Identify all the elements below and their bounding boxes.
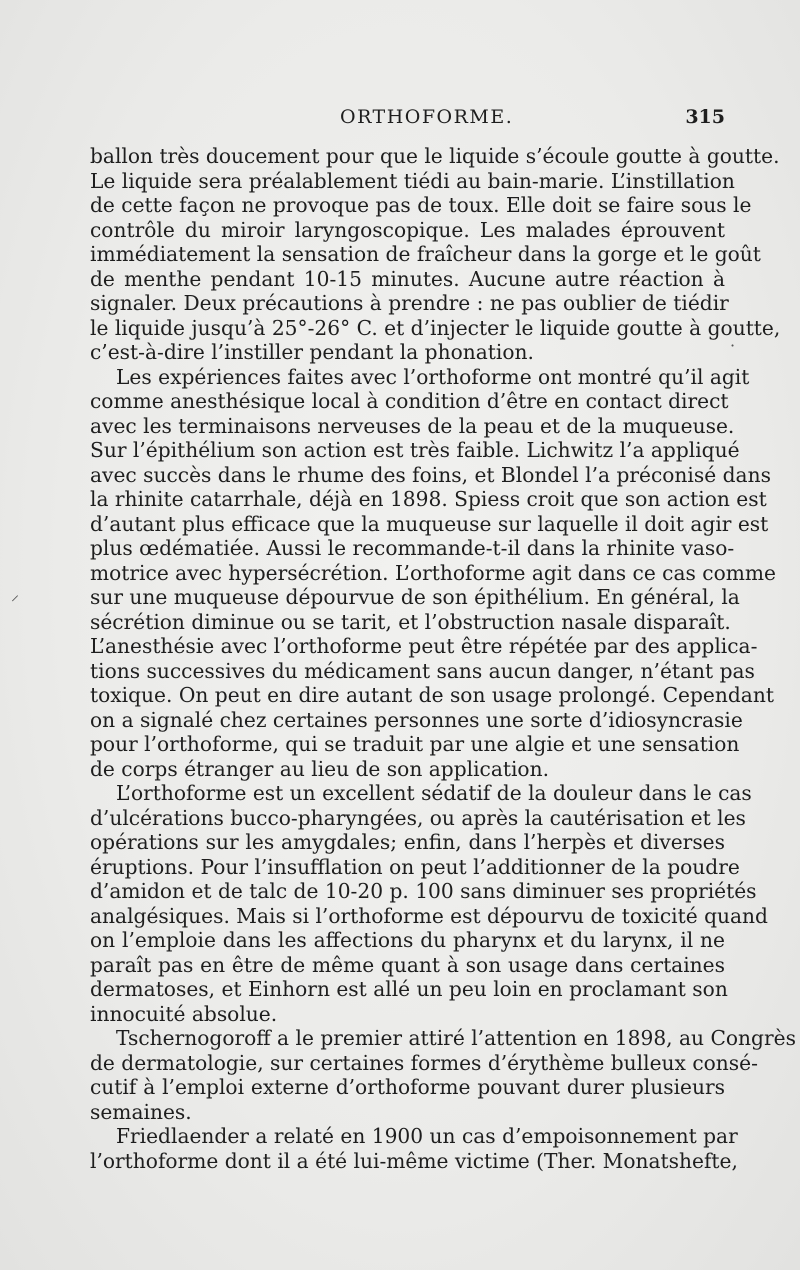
text-line: analgésiques. Mais si l’orthoforme est dépourvu de toxicité quand (90, 903, 768, 928)
page-header (90, 106, 725, 136)
text-line: ballon très doucement pour que le liquide s’écoule goutte à goutte. (90, 144, 780, 168)
text-line: signaler. Deux précautions à prendre : ne pas oublier de tiédir (90, 291, 729, 315)
text-line: le liquide jusqu’à 25°-26° C. et d’injecter le liquide goutte à goutte, (90, 315, 781, 340)
text-line: L’anesthésie avec l’orthoforme peut être répétée par des applica- (90, 634, 758, 658)
text-line: semaines. (90, 1099, 192, 1124)
text-line: de corps étranger au lieu de son application. (90, 756, 550, 781)
text-line: pour l’orthoforme, qui se traduit par une algie et une sensation (90, 732, 740, 756)
text-line: tions successives du médicament sans aucun danger, n’étant pas (90, 658, 755, 683)
text-line: motrice avec hypersécrétion. L’orthoforme agit dans ce cas comme (90, 560, 776, 585)
text-line: toxique. On peut en dire autant de son usage prolongé. Cependant (90, 683, 774, 707)
body-text (90, 144, 796, 1173)
text-line: sécrétion diminue ou se tarit, et l’obstruction nasale disparaît. (90, 609, 731, 634)
text-line: avec les terminaisons nerveuses de la peau et de la muqueuse. (90, 413, 735, 438)
margin-mark: ⸝ (11, 585, 20, 604)
text-line: Le liquide sera préalablement tiédi au bain-marie. L’instillation (90, 168, 735, 193)
text-line: sur une muqueuse dépourvue de son épithélium. En général, la (90, 585, 740, 609)
text-line: avec succès dans le rhume des foins, et Blondel l’a préconisé dans (90, 462, 771, 487)
text-line: Les expériences faites avec l’orthoforme ont montré qu’il agit (116, 364, 750, 389)
text-line: de menthe pendant 10-15 minutes. Aucune autre réaction à (90, 266, 725, 291)
text-line: la rhinite catarrhale, déjà en 1898. Spiess croit que son action est (90, 487, 767, 511)
text-line: Friedlaender a relaté en 1900 un cas d’empoisonnement par (116, 1124, 738, 1148)
text-line: Tschernogoroff a le premier attiré l’attention en 1898, au Congrès (116, 1026, 796, 1050)
text-line: de dermatologie, sur certaines formes d’érythème bulleux consé- (90, 1050, 758, 1075)
text-line: on a signalé chez certaines personnes une sorte d’idiosyncrasie (90, 707, 743, 732)
text-line: plus œdématiée. Aussi le recommande-t-il dans la rhinite vaso- (90, 536, 735, 560)
text-line: dermatoses, et Einhorn est allé un peu loin en proclamant son (90, 977, 728, 1001)
page-number: 315 (685, 106, 725, 128)
margin-mark: · (730, 336, 736, 355)
text-line: de cette façon ne provoque pas de toux. Elle doit se faire sous le (90, 193, 752, 217)
running-title: ORTHOFORME. (340, 106, 514, 128)
text-line: éruptions. Pour l’insufflation on peut l’additionner de la poudre (90, 854, 740, 879)
text-line: cutif à l’emploi externe d’orthoforme pouvant durer plusieurs (90, 1075, 725, 1099)
text-line: Sur l’épithélium son action est très faible. Lichwitz l’a appliqué (90, 438, 740, 462)
text-line: paraît pas en être de même quant à son usage dans certaines (90, 952, 725, 977)
text-line: contrôle du miroir laryngoscopique. Les malades éprouvent (90, 217, 725, 242)
text-line: d’amidon et de talc de 10-20 p. 100 sans diminuer ses propriétés (90, 879, 757, 903)
text-line: l’orthoforme dont il a été lui-même victime (Ther. Monatshefte, (90, 1148, 738, 1173)
text-line: L’orthoforme est un excellent sédatif de la douleur dans le cas (116, 781, 752, 805)
text-line: opérations sur les amygdales; enfin, dans l’herpès et diverses (90, 830, 725, 854)
text-line: innocuité absolue. (90, 1001, 278, 1026)
text-line: comme anesthésique local à condition d’être en contact direct (90, 389, 729, 413)
text-line: d’autant plus efficace que la muqueuse sur laquelle il doit agir est (90, 511, 769, 536)
text-line: c’est-à-dire l’instiller pendant la phonation. (90, 340, 534, 364)
text-line: d’ulcérations bucco-pharyngées, ou après la cautérisation et les (90, 805, 746, 830)
text-line: immédiatement la sensation de fraîcheur dans la gorge et le goût (90, 242, 761, 266)
text-line: on l’emploie dans les affections du pharynx et du larynx, il ne (90, 928, 725, 952)
